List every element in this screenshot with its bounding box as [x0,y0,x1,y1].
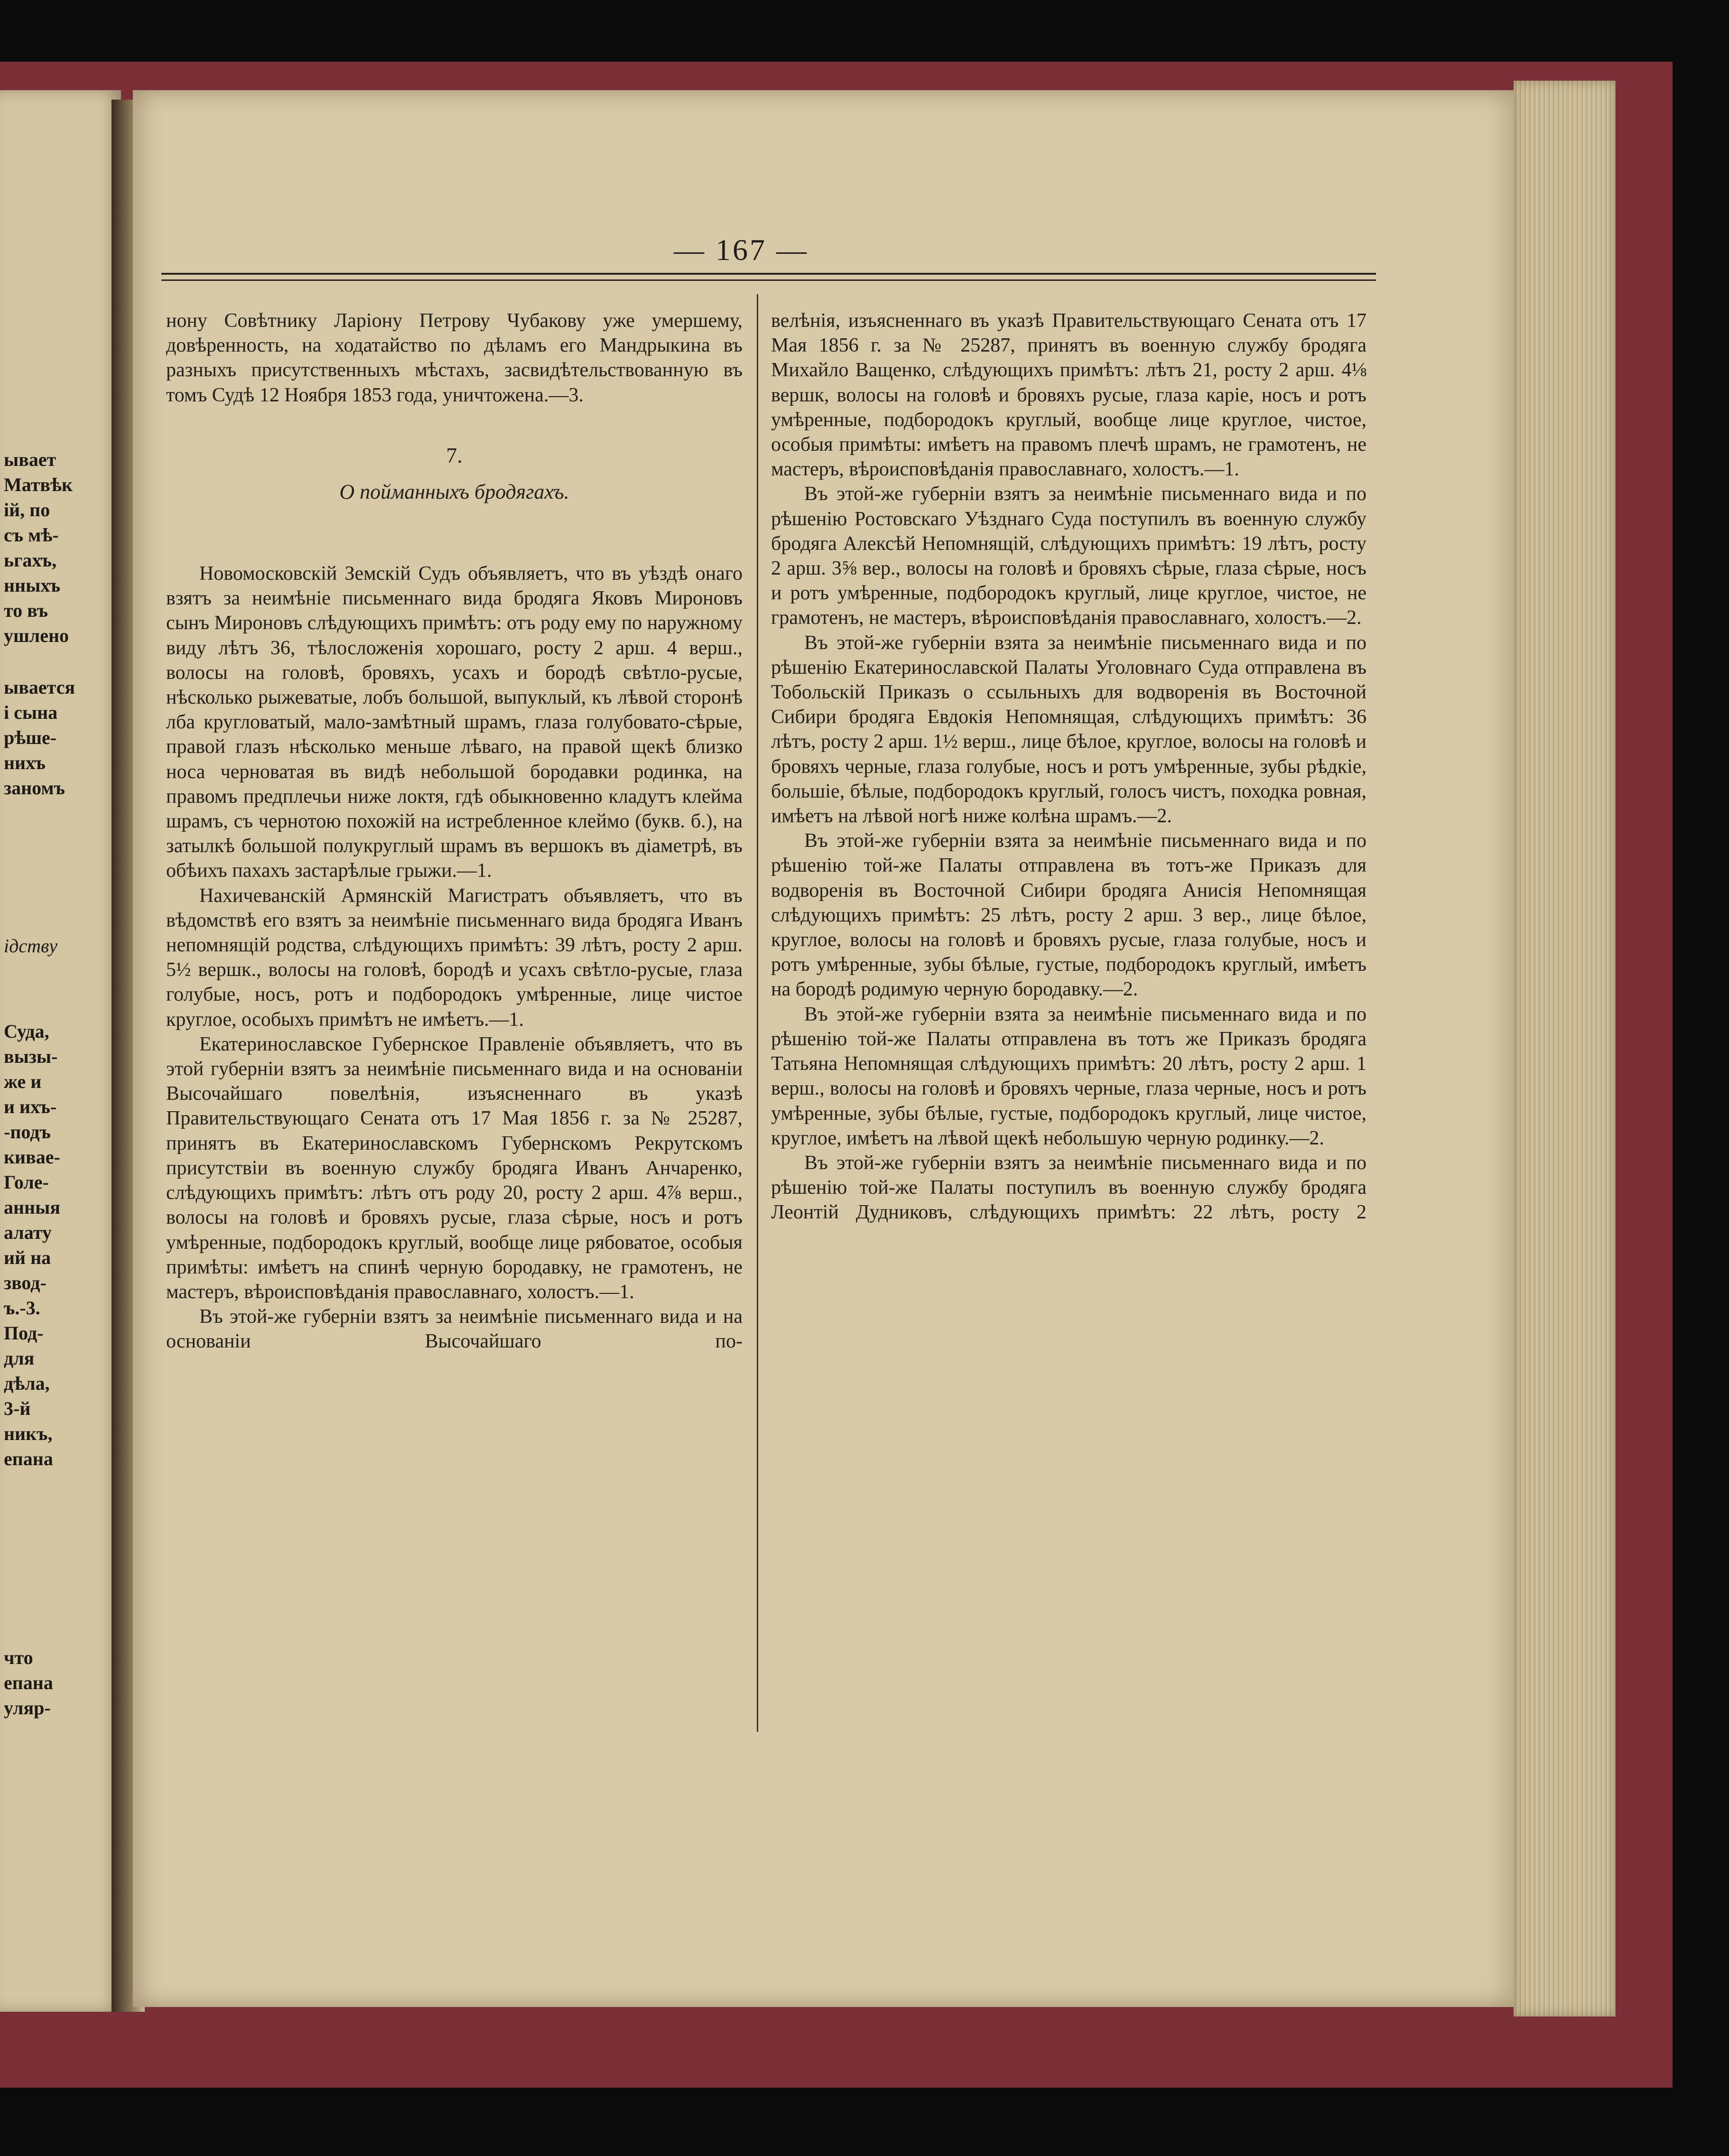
left-page-fragment: рѣше- [4,727,57,748]
notice-paragraph: Въ этой-же губерніи взятъ за неимѣніе письменнаго вида и по рѣшенію Ростовскаго Уѣзднаго Суда поступилъ въ военную службу бродяга Алексѣй Непомнящій, слѣдующихъ примѣтъ: 19 лѣтъ, росту 2 арш. 3⅝ вер., волосы на головѣ и бровяхъ сѣрые, глаза сѣрые, носъ и ротъ умѣренные, подбородокъ круглый, лице круглое, чистое, не грамотенъ, не мастеръ, вѣроисповѣданія православнаго, холостъ.—2. [771,483,1366,629]
notice-paragraph: Въ этой-же губерніи взятъ за неимѣніе письменнаго вида и по рѣшенію той-же Палаты поступилъ въ военную службу бродяга Леонтій Дудниковъ, слѣдующихъ примѣтъ: 22 лѣтъ, росту 2 [771,1152,1366,1224]
notice-paragraph: велѣнія, изъясненнаго въ указѣ Правительствующаго Сената отъ 17 Мая 1856 г. за № 25287, принятъ въ военную службу бродяга Михайло Ващенко, слѣдующихъ примѣтъ: лѣтъ 21, росту 2 арш. 4⅛ вершк, волосы на головѣ и бровяхъ русые, глаза каріе, носъ и ротъ умѣренные, подбородокъ круглый, вообще лице круглое, чистое, особыя примѣты: имѣетъ на правомъ плечѣ шрамъ, не грамотенъ, не мастеръ, вѣроисповѣданія православнаго, холостъ.—1. [771,310,1366,481]
left-page-fragment: заномъ [4,777,65,799]
notice-paragraph: Въ этой-же губерніи взята за неимѣніе письменнаго вида и по рѣшенію той-же Палаты отправлена въ тотъ-же Приказъ для водворенія въ Восточной Сибири бродяга Анисія Непомнящая слѣдующихъ примѣтъ: 25 лѣтъ, росту 2 арш. 3 вер., лице бѣлое, круглое, волосы на головѣ и бровяхъ русые, глаза голубые, носъ и ротъ умѣренные, зубы бѣлые, густые, подбородокъ круглый, имѣетъ на бородѣ родимую черную бородавку.—2. [771,830,1366,1001]
left-page-fragment: нныхъ [4,575,61,596]
left-page-fragment: съ мѣ- [4,524,59,546]
left-page-fragment: что [4,1647,33,1668]
left-page-fragment: ьгахъ, [4,549,57,571]
left-page-fragment: никъ, [4,1423,53,1444]
left-page-fragment: Матвѣк [4,474,73,495]
left-page-fragment: анныя [4,1197,60,1218]
left-page-fragment: 3-й [4,1398,31,1419]
left-page-fragment: ідству [4,935,58,957]
left-page-fragment: Голе- [4,1171,49,1193]
page-number: — 167 — [674,233,809,267]
left-page-fragment: епана [4,1672,53,1693]
notice-paragraph: Нахичеванскій Армянскій Магистратъ объявляетъ, что въ вѣдомствѣ его взятъ за неимѣніе письменнаго вида бродяга Иванъ непомнящій родства, слѣдующихъ примѣтъ: 39 лѣтъ, росту 2 арш. 5½ вершк., волосы на головѣ, бородѣ и усахъ свѣтло-русые, глаза голубые, носъ, ротъ и подбородокъ умѣренные, лице чистое круглое, особыхъ примѣтъ не имѣетъ.—1. [166,884,743,1031]
left-page-fragment: то въ [4,600,48,621]
left-page-edge [0,90,121,2012]
left-page-fragment: і сына [4,702,58,723]
left-page-fragment: уляр- [4,1697,51,1719]
notice-paragraph: Въ этой-же губерніи взятъ за неимѣніе письменнаго вида и на основаніи Высочайшаго по- [166,1306,743,1353]
column-divider [757,294,758,1732]
notice-paragraph: Новомосковскій Земскій Судъ объявляетъ, что въ уѣздѣ онаго взятъ за неимѣніе письменнаго вида бродяга Яковъ Мироновъ сынъ Мироновъ слѣдующихъ примѣтъ: отъ роду ему по наружному виду лѣтъ 36, тѣлосложенія хорошаго, росту 2 арш. 4 верш., волосы на головѣ, бровяхъ, усахъ и бородѣ свѣтло-русые, нѣсколько рыжеватые, лобъ большой, выпуклый, къ лѣвой сторонѣ лба кругловатый, мало-замѣтный шрамъ, глаза голубовато-сѣрые, правой глазъ нѣсколько меньше лѣваго, на правой щекѣ близко носа черноватая въ видѣ небольшой бородавки родинка, на правомъ предплечьи ниже локтя, гдѣ обыкновенно кладутъ клейма шрамъ, съ чернотою похожій на истребленное клеймо (букв. б.), на затылкѣ большой полукруглый шрамъ въ вершокъ въ діаметрѣ, въ обѣихъ пахахъ застарѣлые грыжи.—1. [166,563,743,882]
left-page-fragment: Под- [4,1322,44,1344]
header-rule [161,273,1376,281]
left-page-fragment: же и [4,1071,42,1092]
section-title: О пойманныхъ бродягахъ. [339,480,569,503]
left-page-fragment: ій, по [4,499,50,520]
left-column [166,308,743,1354]
left-page-fragment: нихъ [4,752,46,773]
left-page-fragment: ий на [4,1247,51,1268]
left-page-fragment: ывается [4,677,75,698]
left-page-fragment: дѣла, [4,1373,50,1394]
left-page-fragment: для [4,1348,35,1369]
intro-paragraph: нону Совѣтнику Ларіону Петрову Чубакову уже умершему, довѣренность, на ходатайство по дѣламъ его Мандрыкина въ разныхъ присутственныхъ мѣстахъ, засвидѣтельствованную въ томъ Судѣ 12 Ноября 1853 года, уничтожена.—3. [166,310,743,406]
left-page-fragment: алату [4,1222,52,1243]
left-page-fragment: вызы- [4,1046,58,1067]
left-page-fragment: -подъ [4,1121,51,1143]
left-page-fragment: ушлено [4,625,69,646]
left-page-fragment: кивае- [4,1146,60,1168]
left-page-fragment: Суда, [4,1021,49,1042]
notice-paragraph: Въ этой-же губерніи взята за неимѣніе письменнаго вида и по рѣшенію Екатеринославской Палаты Уголовнаго Суда отправлена въ Тобольскій Приказъ о ссыльныхъ для водворенія въ Восточной Сибири бродяга Евдокія Непомнящая, слѣдующихъ примѣтъ: 36 лѣтъ, росту 2 арш. 1½ верш., лице бѣлое, круглое, волосы на головѣ и бровяхъ черные, глаза голубые, носъ и ротъ умѣренные, зубы рѣдкіе, большіе, бѣлые, подбородокъ круглый, голосъ чистъ, походка ровная, имѣетъ на лѣвой ногѣ ниже колѣна шрамъ.—2. [771,632,1366,827]
left-page-fragment: ъ.-3. [4,1297,40,1319]
notice-paragraph: Въ этой-же губерніи взята за неимѣніе письменнаго вида и по рѣшенію той-же Палаты отправлена въ тотъ же Приказъ бродяга Татьяна Непомнящая слѣдующихъ примѣтъ: 20 лѣтъ, росту 2 арш. 1 верш., волосы на головѣ и бровяхъ черные, глаза черные, носъ и ротъ умѣренные, зубы бѣлые, густые, подбородокъ круглый, лице чистое, круглое, имѣетъ на лѣвой щекѣ небольшую черную родинку.—2. [771,1003,1366,1149]
right-column [771,308,1366,1225]
page-block-edge [1514,81,1616,2017]
left-page-fragment: ывает [4,449,56,470]
left-page-fragment: и ихъ- [4,1096,57,1117]
section-number: 7. [446,443,463,467]
notice-paragraph: Екатеринославское Губернское Правленіе объявляетъ, что въ этой губерніи взятъ за неимѣніе письменнаго вида и на основаніи Высочайшаго повелѣнія, изъясненнаго въ указѣ Правительствующаго Сената отъ 17 Мая 1856 г. за № 25287, принятъ въ Екатеринославскомъ Губернскомъ Рекрутскомъ присутствіи въ военную службу бродяга Иванъ Анчаренко, слѣдующихъ примѣтъ: лѣтъ отъ роду 20, росту 2 арш. 4⅞ верш., волосы на головѣ и бровяхъ русые, глаза сѣрые, носъ и ротъ умѣренные, подбородокъ круглый, вообще лице рябоватое, особыя примѣты: имѣетъ на спинѣ черную бородавку, не грамотенъ, не мастеръ, вѣроисповѣданія православнаго, холостъ.—1. [166,1033,743,1303]
left-page-fragment: звод- [4,1272,46,1293]
left-page-fragment: епана [4,1448,53,1469]
